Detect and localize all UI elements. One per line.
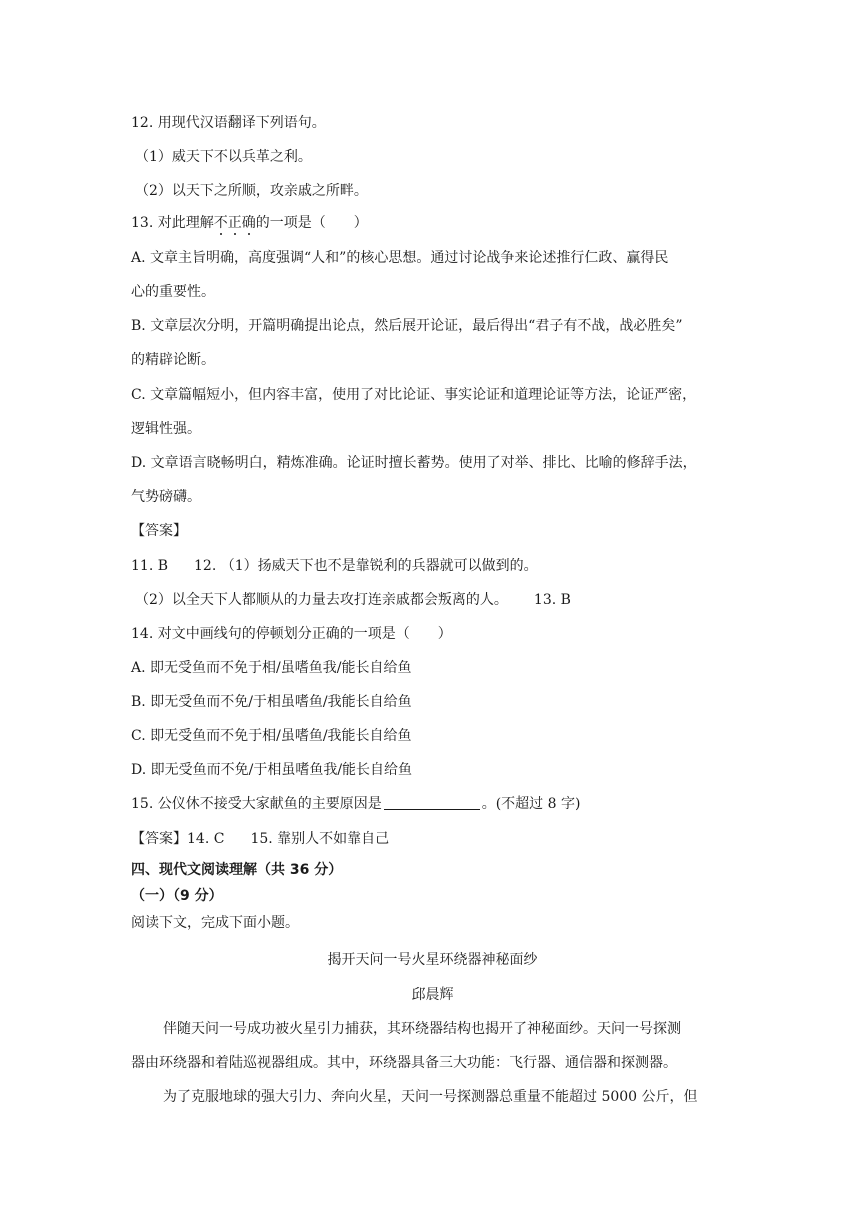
answer-label-2: 【答案】 — [131, 831, 187, 847]
q13-stem-post: 的一项是（ ） — [255, 215, 368, 231]
q14-stem: 14. 对文中画线句的停顿划分正确的一项是（ ） — [131, 626, 452, 642]
q12-sentence-2: （2）以天下之所顺，攻亲戚之所畔。 — [135, 183, 368, 199]
q13-option-b-line1: B. 文章层次分明，开篇明确提出论点，然后展开论证，最后得出“君子有不战，战必胜矣” — [131, 318, 683, 334]
q15-stem-post: 。(不超过 8 字) — [481, 796, 581, 812]
q13-stem-pre: 13. 对此理解 — [131, 215, 214, 231]
q14-option-c: C. 即无受鱼而不免于相/虽嗜鱼/我能长自给鱼 — [131, 728, 412, 744]
answer-12-part2: （2）以全天下人都顺从的力量去攻打连亲戚都会叛离的人。 — [135, 592, 508, 608]
section-heading: 四、现代文阅读理解（共 36 分） — [131, 862, 343, 878]
q14-option-d: D. 即无受鱼而不免/于相虽嗜鱼我/能长自给鱼 — [131, 762, 413, 778]
answer-line-2 — [135, 590, 571, 610]
article-paragraph-2-line1: 为了克服地球的强大引力、奔向火星，天问一号探测器总重量不能超过 5000 公斤，但 — [163, 1089, 698, 1105]
q15-stem — [131, 794, 580, 814]
answer-11: 11. B — [131, 558, 169, 574]
q12-sentence-1: （1）威天下不以兵革之利。 — [135, 149, 312, 165]
answer-label-1: 【答案】 — [131, 523, 187, 539]
q14-option-b: B. 即无受鱼而不免/于相虽嗜鱼/我能长自给鱼 — [131, 694, 412, 710]
q13-option-d-line1: D. 文章语言晓畅明白，精炼准确。论证时擅长蓄势。使用了对举、排比、比喻的修辞手法， — [131, 455, 697, 471]
q13-option-a-line2: 心的重要性。 — [131, 284, 215, 300]
q13-emphasis-2: 正 — [227, 215, 242, 231]
answer-13: 13. B — [533, 592, 571, 608]
q13-emphasis-3: 确 — [241, 215, 256, 231]
answer-blank — [384, 795, 480, 810]
q13-emphasis-1: 不 — [213, 215, 228, 231]
q12-stem: 12. 用现代汉语翻译下列语句。 — [131, 115, 326, 131]
part-heading: （一）（9 分） — [131, 888, 223, 904]
answer-15: 15. 靠别人不如靠自己 — [250, 831, 390, 847]
article-title: 揭开天问一号火星环绕器神秘面纱 — [327, 952, 538, 968]
q13-stem — [131, 213, 368, 233]
answer-14: 14. C — [187, 831, 225, 847]
answer-line-1 — [131, 556, 538, 576]
q14-option-a: A. 即无受鱼而不免于相/虽嗜鱼我/能长自给鱼 — [131, 660, 412, 676]
q13-option-a-line1: A. 文章主旨明确，高度强调“人和”的核心思想。通过讨论战争来论述推行仁政、赢得民 — [131, 250, 669, 266]
article-author: 邱晨辉 — [411, 987, 454, 1003]
q13-option-b-line2: 的精辟论断。 — [131, 352, 215, 368]
article-paragraph-1-line2: 器由环绕器和着陆巡视器组成。其中，环绕器具备三大功能：飞行器、通信器和探测器。 — [131, 1055, 677, 1071]
instruction-text: 阅读下文，完成下面小题。 — [131, 915, 299, 931]
q13-option-c-line1: C. 文章篇幅短小，但内容丰富，使用了对比论证、事实论证和道理论证等方法，论证严密， — [131, 387, 697, 403]
answer-12-part1: 12. （1）扬威天下也不是靠锐利的兵器就可以做到的。 — [194, 558, 538, 574]
article-paragraph-1-line1: 伴随天问一号成功被火星引力捕获，其环绕器结构也揭开了神秘面纱。天问一号探测 — [163, 1021, 681, 1037]
q15-stem-pre: 15. 公仪休不接受大家献鱼的主要原因是 — [131, 796, 382, 812]
q13-option-c-line2: 逻辑性强。 — [131, 421, 201, 437]
q13-option-d-line2: 气势磅礴。 — [131, 489, 201, 505]
answer-line-3 — [131, 829, 389, 849]
